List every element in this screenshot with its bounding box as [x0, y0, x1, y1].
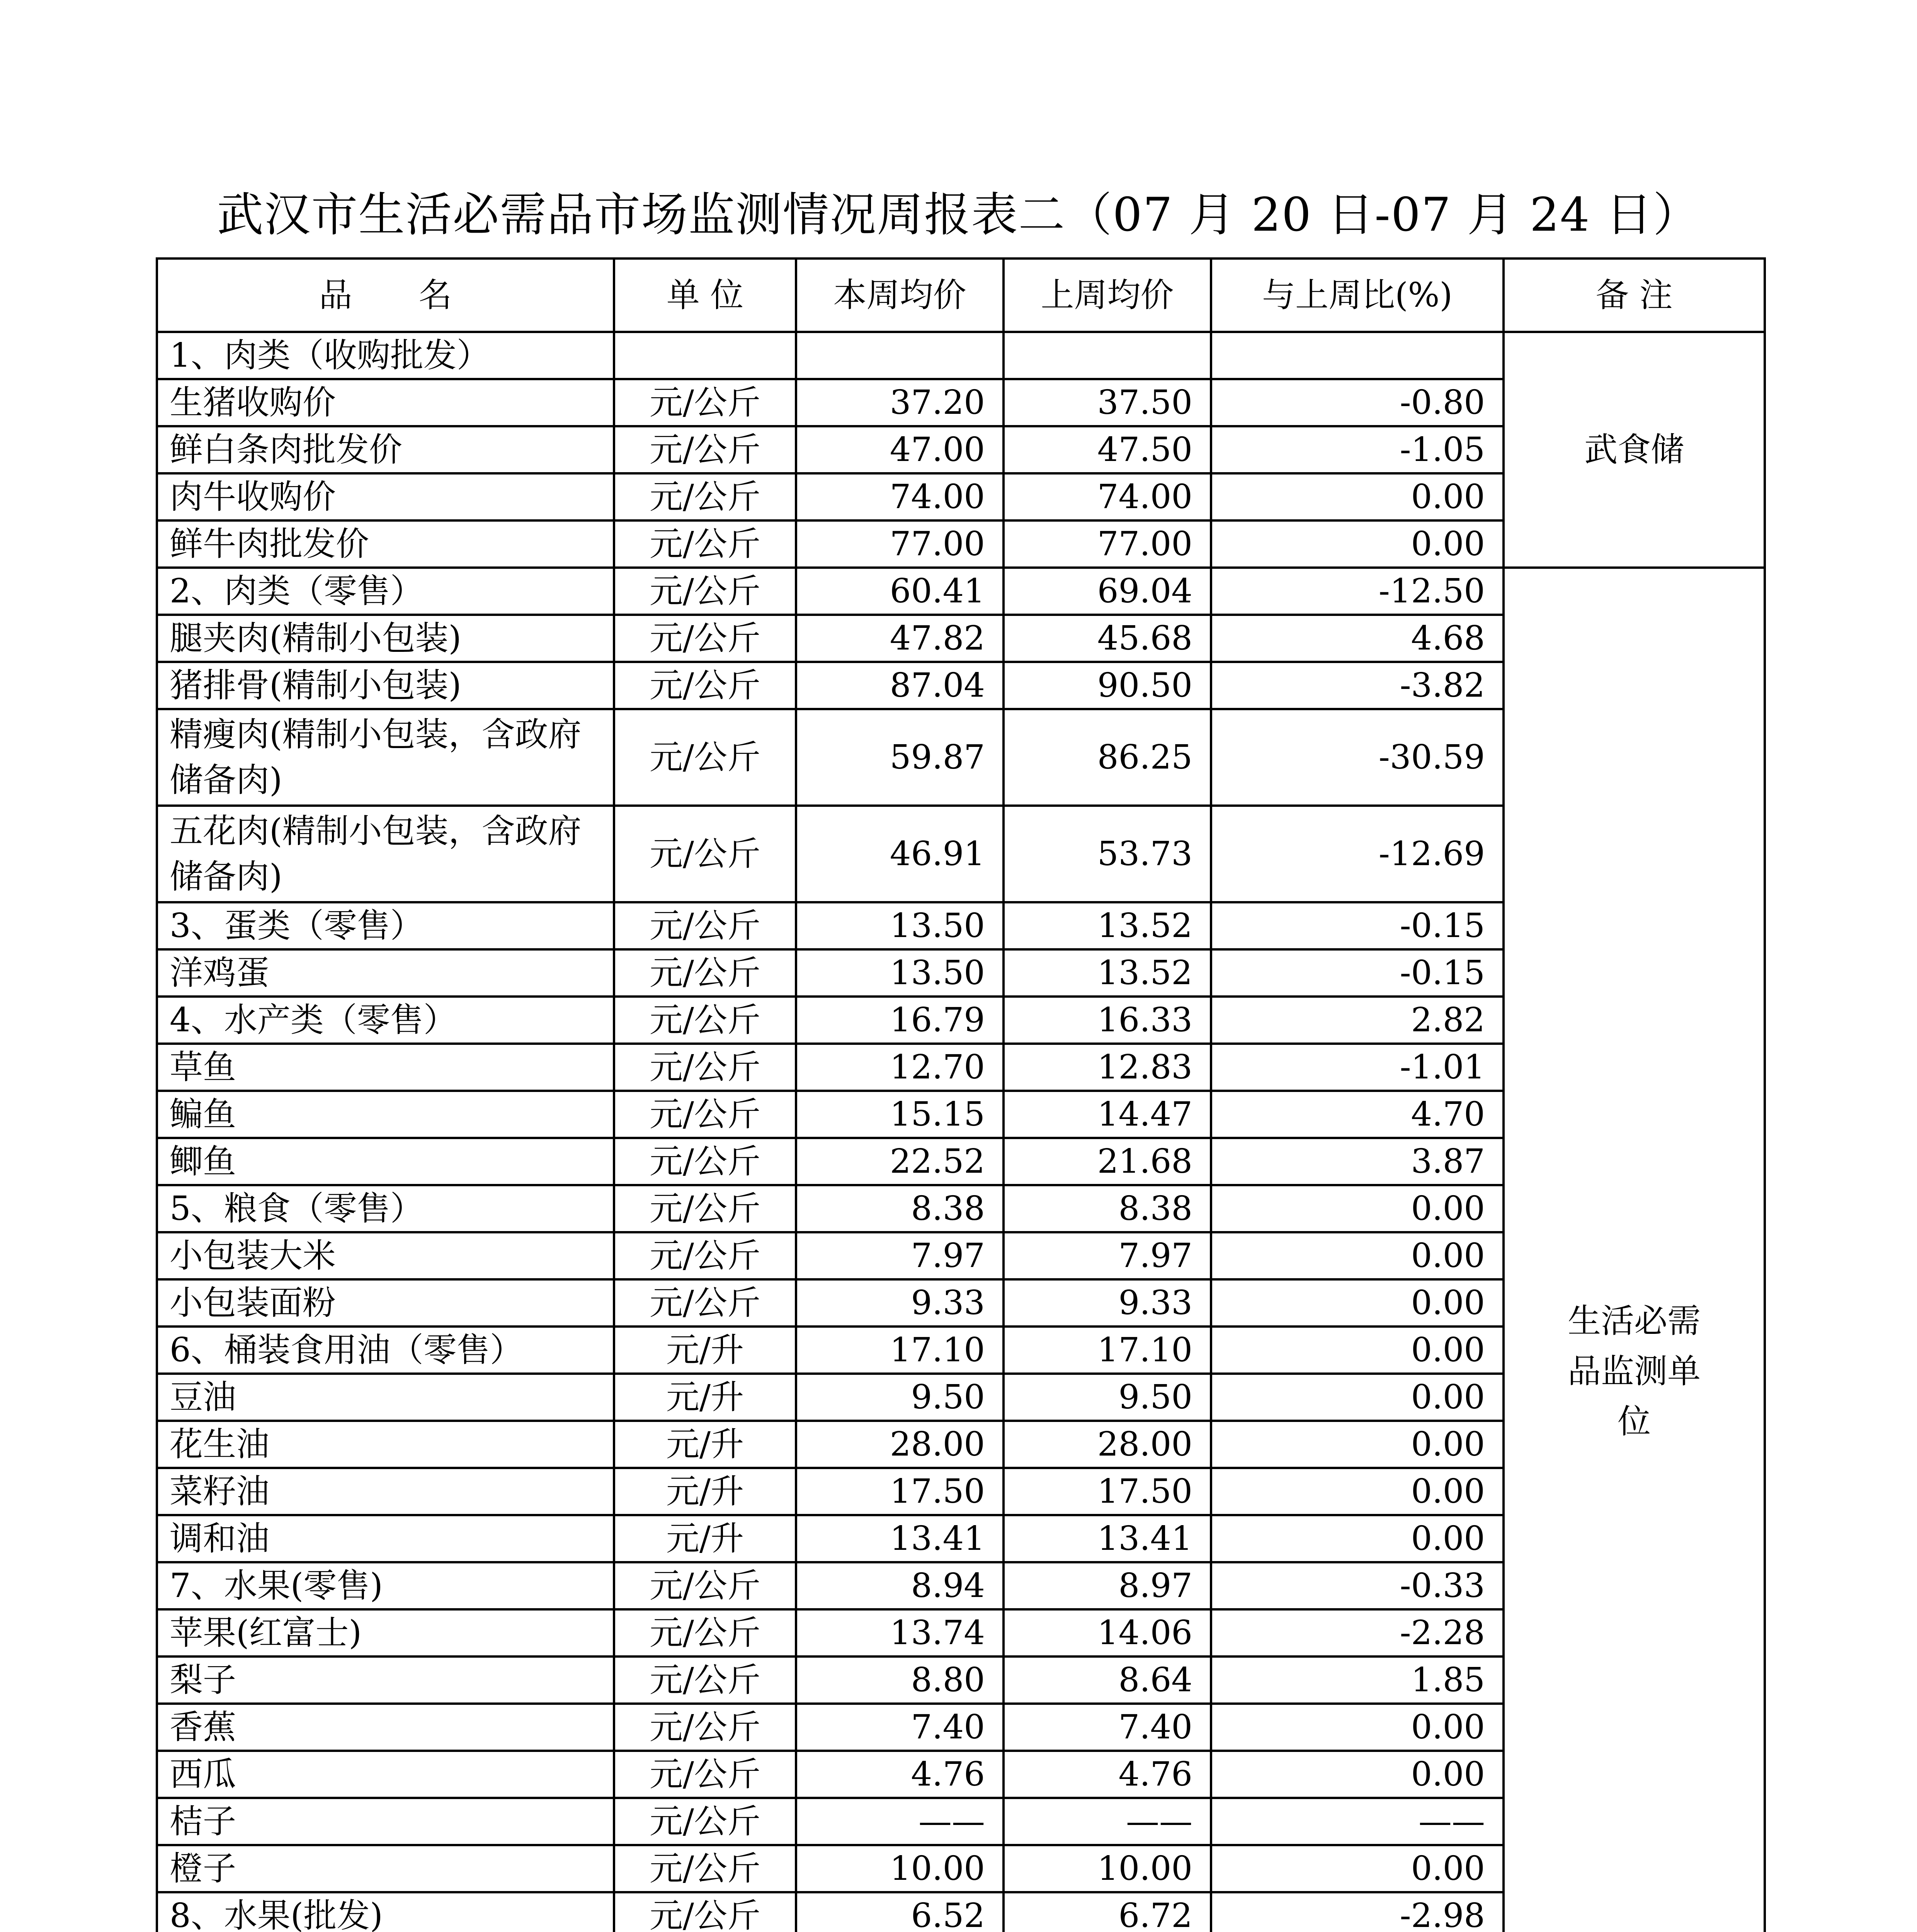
unit-cell: 元/升: [614, 1327, 796, 1374]
unit-cell: 元/公斤: [614, 426, 796, 473]
last-week-price-cell: 7.97: [1004, 1232, 1211, 1279]
last-week-price-cell: 37.50: [1004, 379, 1211, 426]
unit-cell: [614, 332, 796, 379]
item-name-cell: 鲜白条肉批发价: [157, 426, 614, 473]
last-week-price-cell: 16.33: [1004, 997, 1211, 1044]
change-percent-cell: 2.82: [1211, 997, 1504, 1044]
this-week-price-cell: 59.87: [796, 709, 1004, 806]
unit-cell: 元/公斤: [614, 997, 796, 1044]
this-week-price-cell: 13.50: [796, 902, 1004, 949]
unit-cell: 元/公斤: [614, 1656, 796, 1704]
note-cell-wushichu: 武食储: [1504, 332, 1765, 568]
change-percent-cell: 0.00: [1211, 1845, 1504, 1892]
unit-cell: 元/升: [614, 1515, 796, 1562]
this-week-price-cell: 10.00: [796, 1845, 1004, 1892]
item-name-cell: 生猪收购价: [157, 379, 614, 426]
item-name-cell: 5、粮食（零售）: [157, 1185, 614, 1232]
this-week-price-cell: 12.70: [796, 1044, 1004, 1091]
header-note: 备 注: [1504, 259, 1765, 332]
change-percent-cell: -0.33: [1211, 1562, 1504, 1609]
unit-cell: 元/公斤: [614, 662, 796, 709]
last-week-price-cell: 90.50: [1004, 662, 1211, 709]
note-text: 生活必需品监测单位: [1568, 1302, 1701, 1441]
change-percent-cell: -0.15: [1211, 902, 1504, 949]
item-name-cell: 8、水果(批发): [157, 1892, 614, 1932]
last-week-price-cell: 8.97: [1004, 1562, 1211, 1609]
item-name-cell: 香蕉: [157, 1704, 614, 1751]
change-percent-cell: ——: [1211, 1798, 1504, 1845]
last-week-price-cell: 13.52: [1004, 902, 1211, 949]
change-percent-cell: 0.00: [1211, 1421, 1504, 1468]
this-week-price-cell: 6.52: [796, 1892, 1004, 1932]
item-name-cell: 肉牛收购价: [157, 473, 614, 520]
change-percent-cell: 3.87: [1211, 1138, 1504, 1185]
unit-cell: 元/公斤: [614, 520, 796, 568]
unit-cell: 元/公斤: [614, 1562, 796, 1609]
table-row: [157, 568, 1765, 615]
item-name-cell: 猪排骨(精制小包装): [157, 662, 614, 709]
change-percent-cell: 0.00: [1211, 1704, 1504, 1751]
this-week-price-cell: 47.82: [796, 615, 1004, 662]
last-week-price-cell: ——: [1004, 1798, 1211, 1845]
unit-cell: 元/公斤: [614, 949, 796, 997]
change-percent-cell: 0.00: [1211, 1515, 1504, 1562]
item-name-cell: 调和油: [157, 1515, 614, 1562]
header-change: 与上周比(%): [1211, 259, 1504, 332]
table-body: [157, 332, 1765, 1932]
change-percent-cell: -2.28: [1211, 1609, 1504, 1656]
last-week-price-cell: 4.76: [1004, 1751, 1211, 1798]
this-week-price-cell: 47.00: [796, 426, 1004, 473]
header-name: 品 名: [157, 259, 614, 332]
change-percent-cell: -0.80: [1211, 379, 1504, 426]
this-week-price-cell: 17.10: [796, 1327, 1004, 1374]
unit-cell: 元/公斤: [614, 1845, 796, 1892]
this-week-price-cell: 8.80: [796, 1656, 1004, 1704]
change-percent-cell: 0.00: [1211, 1468, 1504, 1515]
this-week-price-cell: ——: [796, 1798, 1004, 1845]
header-row: [157, 259, 1765, 332]
item-name-cell: 3、蛋类（零售）: [157, 902, 614, 949]
unit-cell: 元/公斤: [614, 615, 796, 662]
this-week-price-cell: 74.00: [796, 473, 1004, 520]
this-week-price-cell: 9.33: [796, 1279, 1004, 1327]
last-week-price-cell: 17.10: [1004, 1327, 1211, 1374]
unit-cell: 元/升: [614, 1421, 796, 1468]
item-name-cell: 五花肉(精制小包装，含政府储备肉): [157, 806, 614, 902]
unit-cell: 元/公斤: [614, 1232, 796, 1279]
this-week-price-cell: 16.79: [796, 997, 1004, 1044]
last-week-price-cell: 53.73: [1004, 806, 1211, 902]
item-name-cell: 桔子: [157, 1798, 614, 1845]
change-percent-cell: -1.01: [1211, 1044, 1504, 1091]
header-this-week: 本周均价: [796, 259, 1004, 332]
this-week-price-cell: 7.40: [796, 1704, 1004, 1751]
last-week-price-cell: 6.72: [1004, 1892, 1211, 1932]
change-percent-cell: -30.59: [1211, 709, 1504, 806]
unit-cell: 元/公斤: [614, 709, 796, 806]
item-name-cell: 小包装面粉: [157, 1279, 614, 1327]
unit-cell: 元/公斤: [614, 902, 796, 949]
change-percent-cell: 4.68: [1211, 615, 1504, 662]
item-name-cell: 花生油: [157, 1421, 614, 1468]
change-percent-cell: -12.50: [1211, 568, 1504, 615]
item-name-cell: 6、桶装食用油（零售）: [157, 1327, 614, 1374]
last-week-price-cell: 45.68: [1004, 615, 1211, 662]
item-name-cell: 7、水果(零售): [157, 1562, 614, 1609]
unit-cell: 元/公斤: [614, 1892, 796, 1932]
item-name-cell: 精瘦肉(精制小包装，含政府储备肉): [157, 709, 614, 806]
last-week-price-cell: 21.68: [1004, 1138, 1211, 1185]
last-week-price-cell: 12.83: [1004, 1044, 1211, 1091]
this-week-price-cell: 13.50: [796, 949, 1004, 997]
unit-cell: 元/公斤: [614, 1609, 796, 1656]
unit-cell: 元/公斤: [614, 1798, 796, 1845]
unit-cell: 元/公斤: [614, 473, 796, 520]
last-week-price-cell: 86.25: [1004, 709, 1211, 806]
this-week-price-cell: 8.94: [796, 1562, 1004, 1609]
unit-cell: 元/升: [614, 1374, 796, 1421]
change-percent-cell: 0.00: [1211, 1232, 1504, 1279]
item-name-cell: 鳊鱼: [157, 1091, 614, 1138]
last-week-price-cell: 13.41: [1004, 1515, 1211, 1562]
change-percent-cell: 0.00: [1211, 1751, 1504, 1798]
change-percent-cell: [1211, 332, 1504, 379]
last-week-price-cell: 8.64: [1004, 1656, 1211, 1704]
unit-cell: 元/公斤: [614, 1704, 796, 1751]
change-percent-cell: 1.85: [1211, 1656, 1504, 1704]
item-name-cell: 苹果(红富士): [157, 1609, 614, 1656]
last-week-price-cell: 17.50: [1004, 1468, 1211, 1515]
change-percent-cell: -2.98: [1211, 1892, 1504, 1932]
this-week-price-cell: 13.41: [796, 1515, 1004, 1562]
header-unit: 单 位: [614, 259, 796, 332]
change-percent-cell: 0.00: [1211, 520, 1504, 568]
item-name-cell: 腿夹肉(精制小包装): [157, 615, 614, 662]
item-name-cell: 草鱼: [157, 1044, 614, 1091]
item-name-cell: 鲫鱼: [157, 1138, 614, 1185]
unit-cell: 元/公斤: [614, 1279, 796, 1327]
item-name-cell: 梨子: [157, 1656, 614, 1704]
change-percent-cell: 4.70: [1211, 1091, 1504, 1138]
item-name-cell: 4、水产类（零售）: [157, 997, 614, 1044]
item-name-cell: 西瓜: [157, 1751, 614, 1798]
change-percent-cell: 0.00: [1211, 1374, 1504, 1421]
item-name-cell: 菜籽油: [157, 1468, 614, 1515]
this-week-price-cell: 60.41: [796, 568, 1004, 615]
last-week-price-cell: 14.06: [1004, 1609, 1211, 1656]
change-percent-cell: 0.00: [1211, 1279, 1504, 1327]
unit-cell: 元/公斤: [614, 379, 796, 426]
unit-cell: 元/公斤: [614, 1185, 796, 1232]
this-week-price-cell: 22.52: [796, 1138, 1004, 1185]
last-week-price-cell: 14.47: [1004, 1091, 1211, 1138]
item-name-cell: 橙子: [157, 1845, 614, 1892]
unit-cell: 元/公斤: [614, 1751, 796, 1798]
this-week-price-cell: 37.20: [796, 379, 1004, 426]
item-name-cell: 小包装大米: [157, 1232, 614, 1279]
item-name-cell: 洋鸡蛋: [157, 949, 614, 997]
item-name-cell: 1、肉类（收购批发）: [157, 332, 614, 379]
last-week-price-cell: 10.00: [1004, 1845, 1211, 1892]
unit-cell: 元/公斤: [614, 1044, 796, 1091]
this-week-price-cell: 77.00: [796, 520, 1004, 568]
note-cell-monitoring-unit: [1504, 568, 1765, 1932]
unit-cell: 元/公斤: [614, 1091, 796, 1138]
this-week-price-cell: 28.00: [796, 1421, 1004, 1468]
this-week-price-cell: 9.50: [796, 1374, 1004, 1421]
item-name-cell: 豆油: [157, 1374, 614, 1421]
last-week-price-cell: 47.50: [1004, 426, 1211, 473]
last-week-price-cell: 77.00: [1004, 520, 1211, 568]
this-week-price-cell: 46.91: [796, 806, 1004, 902]
this-week-price-cell: 7.97: [796, 1232, 1004, 1279]
change-percent-cell: -0.15: [1211, 949, 1504, 997]
change-percent-cell: -1.05: [1211, 426, 1504, 473]
table-row: [157, 332, 1765, 379]
report-title: 武汉市生活必需品市场监测情况周报表二（07 月 20 日-07 月 24 日）: [217, 188, 1700, 242]
change-percent-cell: 0.00: [1211, 473, 1504, 520]
last-week-price-cell: 13.52: [1004, 949, 1211, 997]
last-week-price-cell: [1004, 332, 1211, 379]
this-week-price-cell: 17.50: [796, 1468, 1004, 1515]
this-week-price-cell: [796, 332, 1004, 379]
last-week-price-cell: 8.38: [1004, 1185, 1211, 1232]
item-name-cell: 2、肉类（零售）: [157, 568, 614, 615]
change-percent-cell: 0.00: [1211, 1185, 1504, 1232]
unit-cell: 元/公斤: [614, 806, 796, 902]
this-week-price-cell: 13.74: [796, 1609, 1004, 1656]
header-last-week: 上周均价: [1004, 259, 1211, 332]
this-week-price-cell: 15.15: [796, 1091, 1004, 1138]
change-percent-cell: -3.82: [1211, 662, 1504, 709]
this-week-price-cell: 87.04: [796, 662, 1004, 709]
item-name-cell: 鲜牛肉批发价: [157, 520, 614, 568]
last-week-price-cell: 9.50: [1004, 1374, 1211, 1421]
change-percent-cell: 0.00: [1211, 1327, 1504, 1374]
this-week-price-cell: 8.38: [796, 1185, 1004, 1232]
unit-cell: 元/公斤: [614, 568, 796, 615]
this-week-price-cell: 4.76: [796, 1751, 1004, 1798]
unit-cell: 元/升: [614, 1468, 796, 1515]
change-percent-cell: -12.69: [1211, 806, 1504, 902]
last-week-price-cell: 74.00: [1004, 473, 1211, 520]
last-week-price-cell: 7.40: [1004, 1704, 1211, 1751]
price-table: [156, 257, 1766, 1932]
last-week-price-cell: 9.33: [1004, 1279, 1211, 1327]
last-week-price-cell: 28.00: [1004, 1421, 1211, 1468]
last-week-price-cell: 69.04: [1004, 568, 1211, 615]
unit-cell: 元/公斤: [614, 1138, 796, 1185]
